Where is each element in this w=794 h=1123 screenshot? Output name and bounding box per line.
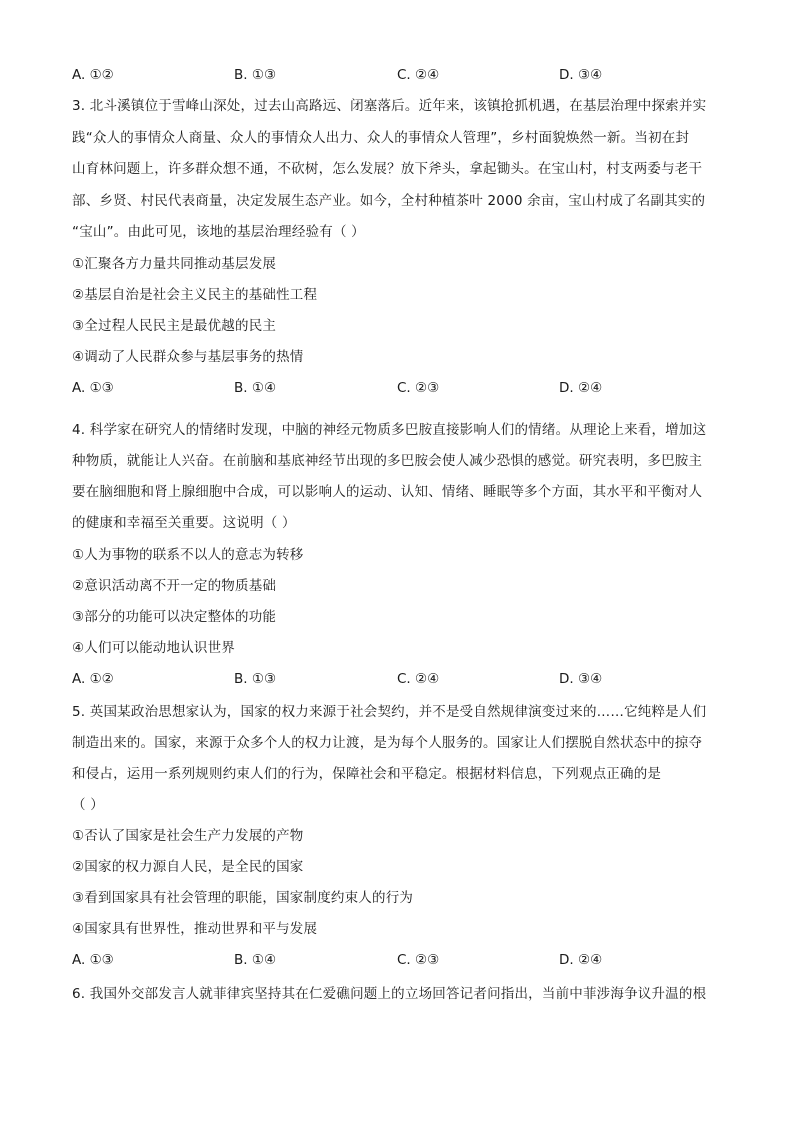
q3-item: ④调动了人民群众参与基层事务的热情 [72,349,304,365]
q3-option-a: A. ①③ [72,380,114,396]
q5-item: ④国家具有世界性，推动世界和平与发展 [72,921,318,937]
q4-option-b: B. ①③ [234,671,277,687]
q4-stem-line: 4. 科学家在研究人的情绪时发现，中脑的神经元物质多巴胺直接影响人们的情绪。从理论上来看，增加这 [72,422,707,438]
q4-item: ④人们可以能动地认识世界 [72,640,236,656]
q5-option-b: B. ①④ [234,952,277,968]
q2-option-d: D. ③④ [559,67,603,83]
q4-stem-line: 的健康和幸福至关重要。这说明（ ） [72,515,296,531]
q3-stem-line: 3. 北斗溪镇位于雪峰山深处，过去山高路远、闭塞落后。近年来，该镇抢抓机遇，在基层治理中探索并实 [72,98,707,114]
q6-stem-line: 6. 我国外交部发言人就菲律宾坚持其在仁爱礁问题上的立场回答记者问指出，当前中菲涉海争议升温的根 [72,986,707,1002]
q3-options [72,378,732,398]
q4-option-a: A. ①② [72,671,114,687]
q3-option-d: D. ②④ [559,380,603,396]
q5-options [72,950,732,970]
q5-item: ③看到国家具有社会管理的职能，国家制度约束人的行为 [72,890,414,906]
q2-option-a: A. ①② [72,67,114,83]
q5-item: ②国家的权力源自人民，是全民的国家 [72,859,304,875]
q4-stem-line: 要在脑细胞和肾上腺细胞中合成，可以影响人的运动、认知、情绪、睡眠等多个方面，其水平和平衡对人 [72,484,703,500]
q3-option-c: C. ②③ [397,380,440,396]
q5-option-a: A. ①③ [72,952,114,968]
q3-item: ①汇聚各方力量共同推动基层发展 [72,256,277,272]
q4-stem-line: 种物质，就能让人兴奋。在前脑和基底神经节出现的多巴胺会使人减少恐惧的感觉。研究表明，多巴胺主 [72,453,703,469]
q3-option-b: B. ①④ [234,380,277,396]
q5-item: ①否认了国家是社会生产力发展的产物 [72,828,304,844]
q4-option-d: D. ③④ [559,671,603,687]
q3-stem-line: 部、乡贤、村民代表商量，决定发展生态产业。如今，全村种植茶叶 2000 余亩，宝山村成了名副其实的 [72,193,706,209]
q3-item: ③全过程人民民主是最优越的民主 [72,318,277,334]
q4-item: ③部分的功能可以决定整体的功能 [72,609,277,625]
q2-option-b: B. ①③ [234,67,277,83]
q4-item: ①人为事物的联系不以人的意志为转移 [72,547,304,563]
q4-options [72,669,732,689]
q3-stem-line: 践“众人的事情众人商量、众人的事情众人出力、众人的事情众人管理”，乡村面貌焕然一新。当初在封 [72,130,690,146]
q5-stem-line: 制造出来的。国家，来源于众多个人的权力让渡，是为每个人服务的。国家让人们摆脱自然状态中的掠夺 [72,735,703,751]
q3-item: ②基层自治是社会主义民主的基础性工程 [72,287,318,303]
q3-stem-line: 山育林问题上，许多群众想不通，不砍树，怎么发展？放下斧头，拿起锄头。在宝山村，村支两委与老干 [72,161,703,177]
q5-stem-line: （ ） [72,797,104,813]
q5-stem-line: 5. 英国某政治思想家认为，国家的权力来源于社会契约，并不是受自然规律演变过来的……它纯粹是人们 [72,704,707,720]
q5-option-d: D. ②④ [559,952,603,968]
q5-stem-line: 和侵占，运用一系列规则约束人们的行为，保障社会和平稳定。根据材料信息，下列观点正确的是 [72,766,662,782]
q2-options [72,65,732,85]
q4-option-c: C. ②④ [397,671,440,687]
q4-item: ②意识活动离不开一定的物质基础 [72,578,277,594]
q3-stem-line: “宝山”。由此可见，该地的基层治理经验有（ ） [72,224,365,240]
q5-option-c: C. ②③ [397,952,440,968]
q2-option-c: C. ②④ [397,67,440,83]
